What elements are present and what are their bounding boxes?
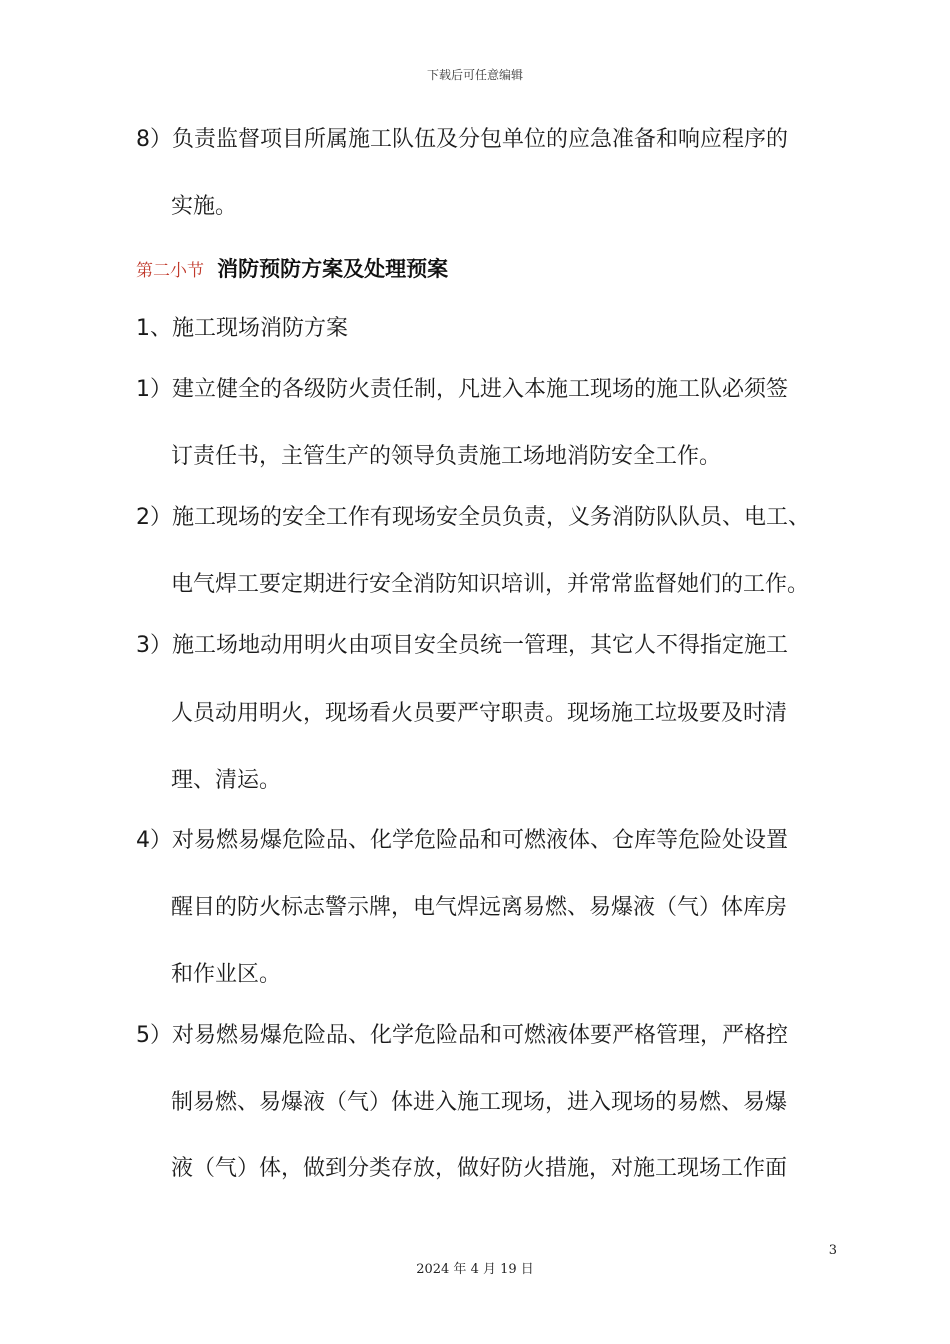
footer-date: 2024 年 4 月 19 日 — [416, 1262, 534, 1277]
item-4-line-2: 醒目的防火标志警示牌，电气焊远离易燃、易爆液（气）体库房 — [171, 895, 788, 920]
item-1-line-2: 订责任书，主管生产的领导负责施工场地消防安全工作。 — [171, 444, 722, 469]
section-title: 消防预防方案及处理预案 — [217, 257, 449, 281]
item-5-line-3: 液（气）体，做到分类存放，做好防火措施，对施工现场工作面 — [171, 1156, 788, 1181]
item-4-line-1: 4）对易燃易爆危险品、化学危险品和可燃液体、仓库等危险处设置 — [136, 828, 788, 853]
item-2-line-1: 2）施工现场的安全工作有现场安全员负责，义务消防队队员、电工、 — [136, 505, 810, 530]
item-1-line-1: 1）建立健全的各级防火责任制，凡进入本施工现场的施工队必须签 — [136, 377, 788, 402]
item-5-line-2: 制易燃、易爆液（气）体进入施工现场，进入现场的易燃、易爆 — [171, 1090, 788, 1115]
page-header-note: 下载后可任意编辑 — [426, 68, 523, 82]
item-3-line-1: 3）施工场地动用明火由项目安全员统一管理，其它人不得指定施工 — [136, 633, 788, 658]
item-4-line-3: 和作业区。 — [171, 962, 282, 987]
subsection-title: 1、施工现场消防方案 — [136, 316, 348, 341]
item-2-line-2: 电气焊工要定期进行安全消防知识培训，并常常监督她们的工作。 — [171, 572, 810, 597]
section-heading — [136, 254, 448, 286]
page-number: 3 — [828, 1243, 837, 1258]
section-label: 第二小节 — [136, 261, 204, 281]
item-3-line-3: 理、清运。 — [171, 768, 282, 793]
item-8-line-2: 实施。 — [171, 194, 238, 219]
item-3-line-2: 人员动用明火，现场看火员要严守职责。现场施工垃圾要及时清 — [171, 701, 788, 726]
item-5-line-1: 5）对易燃易爆危险品、化学危险品和可燃液体要严格管理，严格控 — [136, 1023, 788, 1048]
item-8-line-1: 8）负责监督项目所属施工队伍及分包单位的应急准备和响应程序的 — [136, 127, 788, 152]
